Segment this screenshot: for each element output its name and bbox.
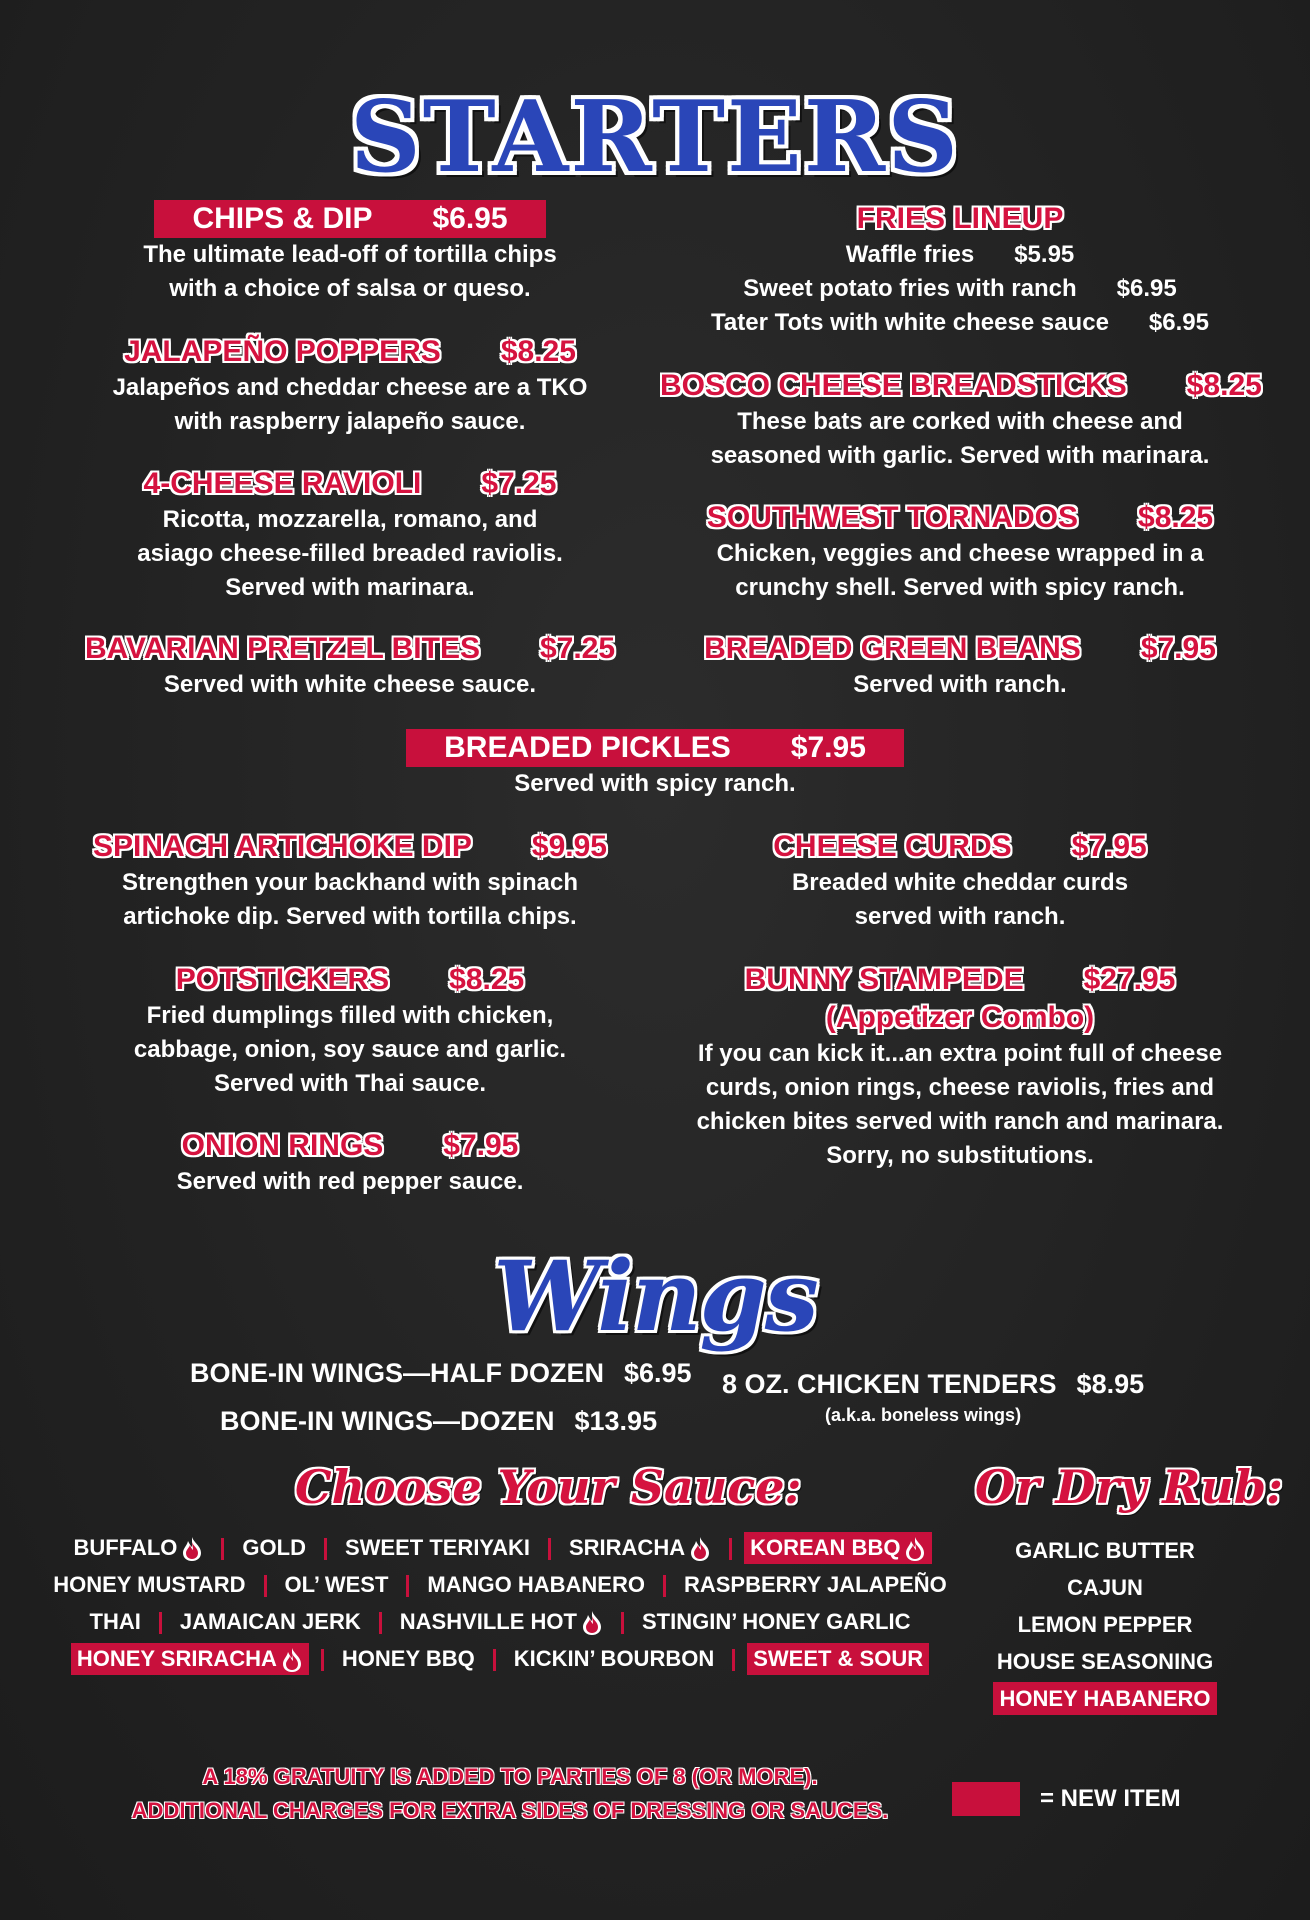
sauce-item — [236, 1532, 312, 1564]
sauce-item — [71, 1643, 309, 1675]
new-item-legend: = NEW ITEM — [1040, 1785, 1181, 1812]
sauce-separator — [264, 1575, 267, 1597]
sauce-separator — [324, 1538, 327, 1560]
item-header: FRIES LINEUP — [856, 202, 1064, 235]
sauce-item — [678, 1569, 953, 1601]
item-header — [660, 961, 1260, 999]
fries-row — [660, 272, 1260, 306]
gratuity-note: A 18% GRATUITY IS ADDED TO PARTIES OF 8 (OR MORE). — [202, 1764, 818, 1789]
item-name: BREADED PICKLES — [444, 731, 731, 764]
wing-label: 8 OZ. CHICKEN TENDERS — [722, 1369, 1057, 1399]
item-price: $7.95 — [790, 731, 866, 764]
sauce-name: THAI — [89, 1609, 141, 1634]
sauce-item — [563, 1532, 717, 1564]
sauce-separator — [729, 1538, 732, 1560]
item-price: $6.95 — [432, 202, 508, 235]
dry-rub-item — [980, 1532, 1230, 1569]
sauce-row — [0, 1606, 1000, 1638]
sauce-row — [0, 1643, 1000, 1675]
item-description: These bats are corked with cheese and seasoned with garlic. Served with marinara. — [710, 408, 1210, 469]
item-name: POTSTICKERS — [175, 963, 390, 996]
sauce-name: NASHVILLE HOT — [399, 1609, 577, 1634]
boneless-note: (a.k.a. boneless wings) — [825, 1405, 1022, 1425]
sauce-item — [174, 1606, 367, 1638]
item-price: $8.25 — [1186, 369, 1262, 402]
sauce-item — [394, 1606, 609, 1638]
sauce-separator — [159, 1612, 162, 1634]
sauce-row — [0, 1569, 1000, 1601]
flame-icon — [904, 1536, 926, 1562]
item-description: Served with ranch. — [853, 671, 1067, 698]
sauce-name: JAMAICAN JERK — [179, 1609, 361, 1634]
menu-item-ravioli — [60, 465, 640, 605]
dry-rub-name: HONEY HABANERO — [993, 1682, 1216, 1715]
fries-label: Sweet potato fries with ranch — [743, 275, 1077, 302]
fries-row — [660, 306, 1260, 340]
sauce-separator — [621, 1612, 624, 1634]
fries-price: $6.95 — [1148, 309, 1209, 336]
wings-half-dozen — [190, 1358, 692, 1389]
item-price: $7.95 — [1071, 830, 1147, 863]
item-header — [660, 630, 1260, 668]
menu-item-green-beans — [660, 630, 1260, 702]
item-description: Strengthen your backhand with spinach artichoke dip. Served with tortilla chips. — [121, 869, 579, 930]
wing-price: $8.95 — [1076, 1369, 1145, 1399]
sauce-item — [68, 1532, 210, 1564]
flame-icon — [581, 1610, 603, 1636]
sauce-item — [747, 1643, 929, 1675]
flame-icon — [689, 1536, 711, 1562]
item-header — [660, 499, 1260, 537]
item-name: JALAPEÑO POPPERS — [124, 335, 441, 368]
sauce-separator — [548, 1538, 551, 1560]
item-name: ONION RINGS — [181, 1129, 384, 1162]
sauce-name: HONEY MUSTARD — [53, 1572, 246, 1597]
sauce-separator — [663, 1575, 666, 1597]
menu-item-southwest-tornados — [660, 499, 1260, 605]
item-name: BOSCO CHEESE BREADSTICKS — [660, 369, 1127, 402]
sauce-name: HONEY SRIRACHA — [76, 1646, 277, 1671]
sauce-name: BUFFALO — [73, 1535, 178, 1560]
wing-label: BONE-IN WINGS—DOZEN — [220, 1406, 555, 1436]
flame-icon — [181, 1536, 203, 1562]
item-name: CHEESE CURDS — [773, 830, 1012, 863]
item-description: Chicken, veggies and cheese wrapped in a crunchy shell. Served with spicy ranch. — [716, 540, 1204, 601]
dry-rub-item — [980, 1569, 1230, 1606]
menu-item-jalapeno-poppers — [60, 333, 640, 439]
menu-item-potstickers — [60, 961, 640, 1101]
item-name: BREADED GREEN BEANS — [704, 632, 1081, 665]
item-header — [60, 333, 640, 371]
dry-rub-name: HOUSE SEASONING — [996, 1649, 1214, 1674]
sauce-name: KOREAN BBQ — [750, 1535, 901, 1560]
item-description: Jalapeños and cheddar cheese are a TKO with raspberry jalapeño sauce. — [112, 374, 588, 435]
dry-rub-name: LEMON PEPPER — [1017, 1612, 1193, 1637]
wing-price: $13.95 — [574, 1406, 658, 1436]
sauce-item — [421, 1569, 651, 1601]
fries-label: Waffle fries — [845, 241, 975, 268]
sauce-separator — [379, 1612, 382, 1634]
item-description: Fried dumplings filled with chicken, cabbage, onion, soy sauce and garlic. Served with Thai sauce. — [133, 1002, 567, 1097]
extra-charges-note: ADDITIONAL CHARGES FOR EXTRA SIDES OF DRESSING OR SAUCES. — [131, 1798, 889, 1823]
starters-title: STARTERS — [350, 80, 960, 195]
sauce-name: STINGIN’ HONEY GARLIC — [641, 1609, 911, 1634]
item-header — [406, 729, 904, 767]
sauce-name: MANGO HABANERO — [427, 1572, 645, 1597]
item-price: $7.95 — [443, 1129, 519, 1162]
sauce-name: SWEET & SOUR — [753, 1646, 924, 1671]
item-description: Ricotta, mozzarella, romano, and asiago cheese-filled breaded raviolis. Served with marinara. — [137, 506, 563, 601]
fries-row — [660, 238, 1260, 272]
fries-price: $6.95 — [1116, 275, 1177, 302]
menu-item-pretzel-bites — [60, 630, 640, 702]
item-name: 4-CHEESE RAVIOLI — [143, 467, 422, 500]
item-header — [154, 200, 545, 238]
menu-item-bunny-stampede — [660, 961, 1260, 1173]
sauce-name: HONEY BBQ — [341, 1646, 475, 1671]
item-header — [60, 828, 640, 866]
item-price: $7.95 — [1140, 632, 1216, 665]
wings-title: Wings — [493, 1240, 817, 1353]
item-header — [60, 1127, 640, 1165]
wings-dozen — [220, 1406, 657, 1437]
item-header — [60, 465, 640, 503]
menu-item-onion-rings — [60, 1127, 640, 1199]
menu-item-chips-dip — [60, 200, 640, 306]
flame-icon — [281, 1647, 303, 1673]
item-header — [60, 961, 640, 999]
sauce-item — [508, 1643, 720, 1675]
sauce-item — [336, 1643, 481, 1675]
sauce-separator — [321, 1649, 324, 1671]
sauce-title: Choose Your Sauce: — [295, 1460, 802, 1514]
item-description: Breaded white cheddar curds served with ranch. — [791, 869, 1129, 930]
sauce-item — [279, 1569, 395, 1601]
item-price: $9.95 — [531, 830, 607, 863]
sauce-separator — [406, 1575, 409, 1597]
dry-rub-title: Or Dry Rub: — [975, 1460, 1284, 1514]
item-description: Served with white cheese sauce. — [163, 671, 537, 698]
menu-item-spinach-dip — [60, 828, 640, 934]
item-price: $8.25 — [1138, 501, 1214, 534]
item-price: $8.25 — [449, 963, 525, 996]
sauce-item — [47, 1569, 251, 1601]
sauce-name: RASPBERRY JALAPEÑO — [683, 1572, 947, 1597]
wing-label: BONE-IN WINGS—HALF DOZEN — [190, 1358, 604, 1388]
sauce-item — [339, 1532, 536, 1564]
sauce-item — [636, 1606, 917, 1638]
item-price: $8.25 — [500, 335, 576, 368]
sauce-name: SRIRACHA — [568, 1535, 686, 1560]
item-header — [660, 828, 1260, 866]
item-name: BAVARIAN PRETZEL BITES — [84, 632, 480, 665]
item-name: BUNNY STAMPEDE — [744, 963, 1024, 996]
item-header — [60, 630, 640, 668]
sauce-separator — [493, 1649, 496, 1671]
item-name: CHIPS & DIP — [192, 202, 373, 235]
sauce-item — [744, 1532, 932, 1564]
item-name: SPINACH ARTICHOKE DIP — [93, 830, 472, 863]
item-description: If you can kick it...an extra point full of cheese curds, onion rings, cheese raviolis, fries and chicken bites served with ranch and marinara. Sorry, no substitutions. — [696, 1040, 1224, 1169]
wing-price: $6.95 — [623, 1358, 692, 1388]
menu-item-breaded-pickles — [355, 729, 955, 801]
menu-item-fries-lineup — [660, 200, 1260, 340]
dry-rub-list — [980, 1532, 1230, 1717]
new-item-swatch — [952, 1782, 1020, 1816]
dry-rub-item — [980, 1606, 1230, 1643]
footer-note — [110, 1760, 910, 1828]
item-description: Served with red pepper sauce. — [176, 1168, 524, 1195]
item-header — [660, 367, 1260, 405]
sauce-name: SWEET TERIYAKI — [344, 1535, 530, 1560]
sauce-row — [0, 1532, 1000, 1564]
sauce-name: OL’ WEST — [284, 1572, 389, 1597]
item-description: Served with spicy ranch. — [514, 770, 796, 797]
sauce-separator — [732, 1649, 735, 1671]
item-price: $27.95 — [1083, 963, 1176, 996]
sauce-name: KICKIN’ BOURBON — [513, 1646, 715, 1671]
item-name: SOUTHWEST TORNADOS — [706, 501, 1079, 534]
menu-item-bosco-breadsticks — [660, 367, 1260, 473]
sauce-name: GOLD — [242, 1535, 306, 1560]
sauce-separator — [221, 1538, 224, 1560]
item-price: $7.25 — [481, 467, 557, 500]
dry-rub-item — [980, 1643, 1230, 1680]
sauce-item — [84, 1606, 147, 1638]
fries-label: Tater Tots with white cheese sauce — [711, 309, 1109, 336]
dry-rub-name: GARLIC BUTTER — [1015, 1538, 1195, 1563]
menu-item-cheese-curds — [660, 828, 1260, 934]
chicken-tenders — [722, 1369, 1144, 1400]
item-description: The ultimate lead-off of tortilla chips with a choice of salsa or queso. — [143, 241, 557, 302]
dry-rub-name: CAJUN — [1067, 1575, 1143, 1600]
item-price: $7.25 — [539, 632, 616, 665]
item-subtitle: (Appetizer Combo) — [825, 1001, 1095, 1034]
dry-rub-item — [980, 1680, 1230, 1717]
fries-price: $5.95 — [1014, 241, 1075, 268]
